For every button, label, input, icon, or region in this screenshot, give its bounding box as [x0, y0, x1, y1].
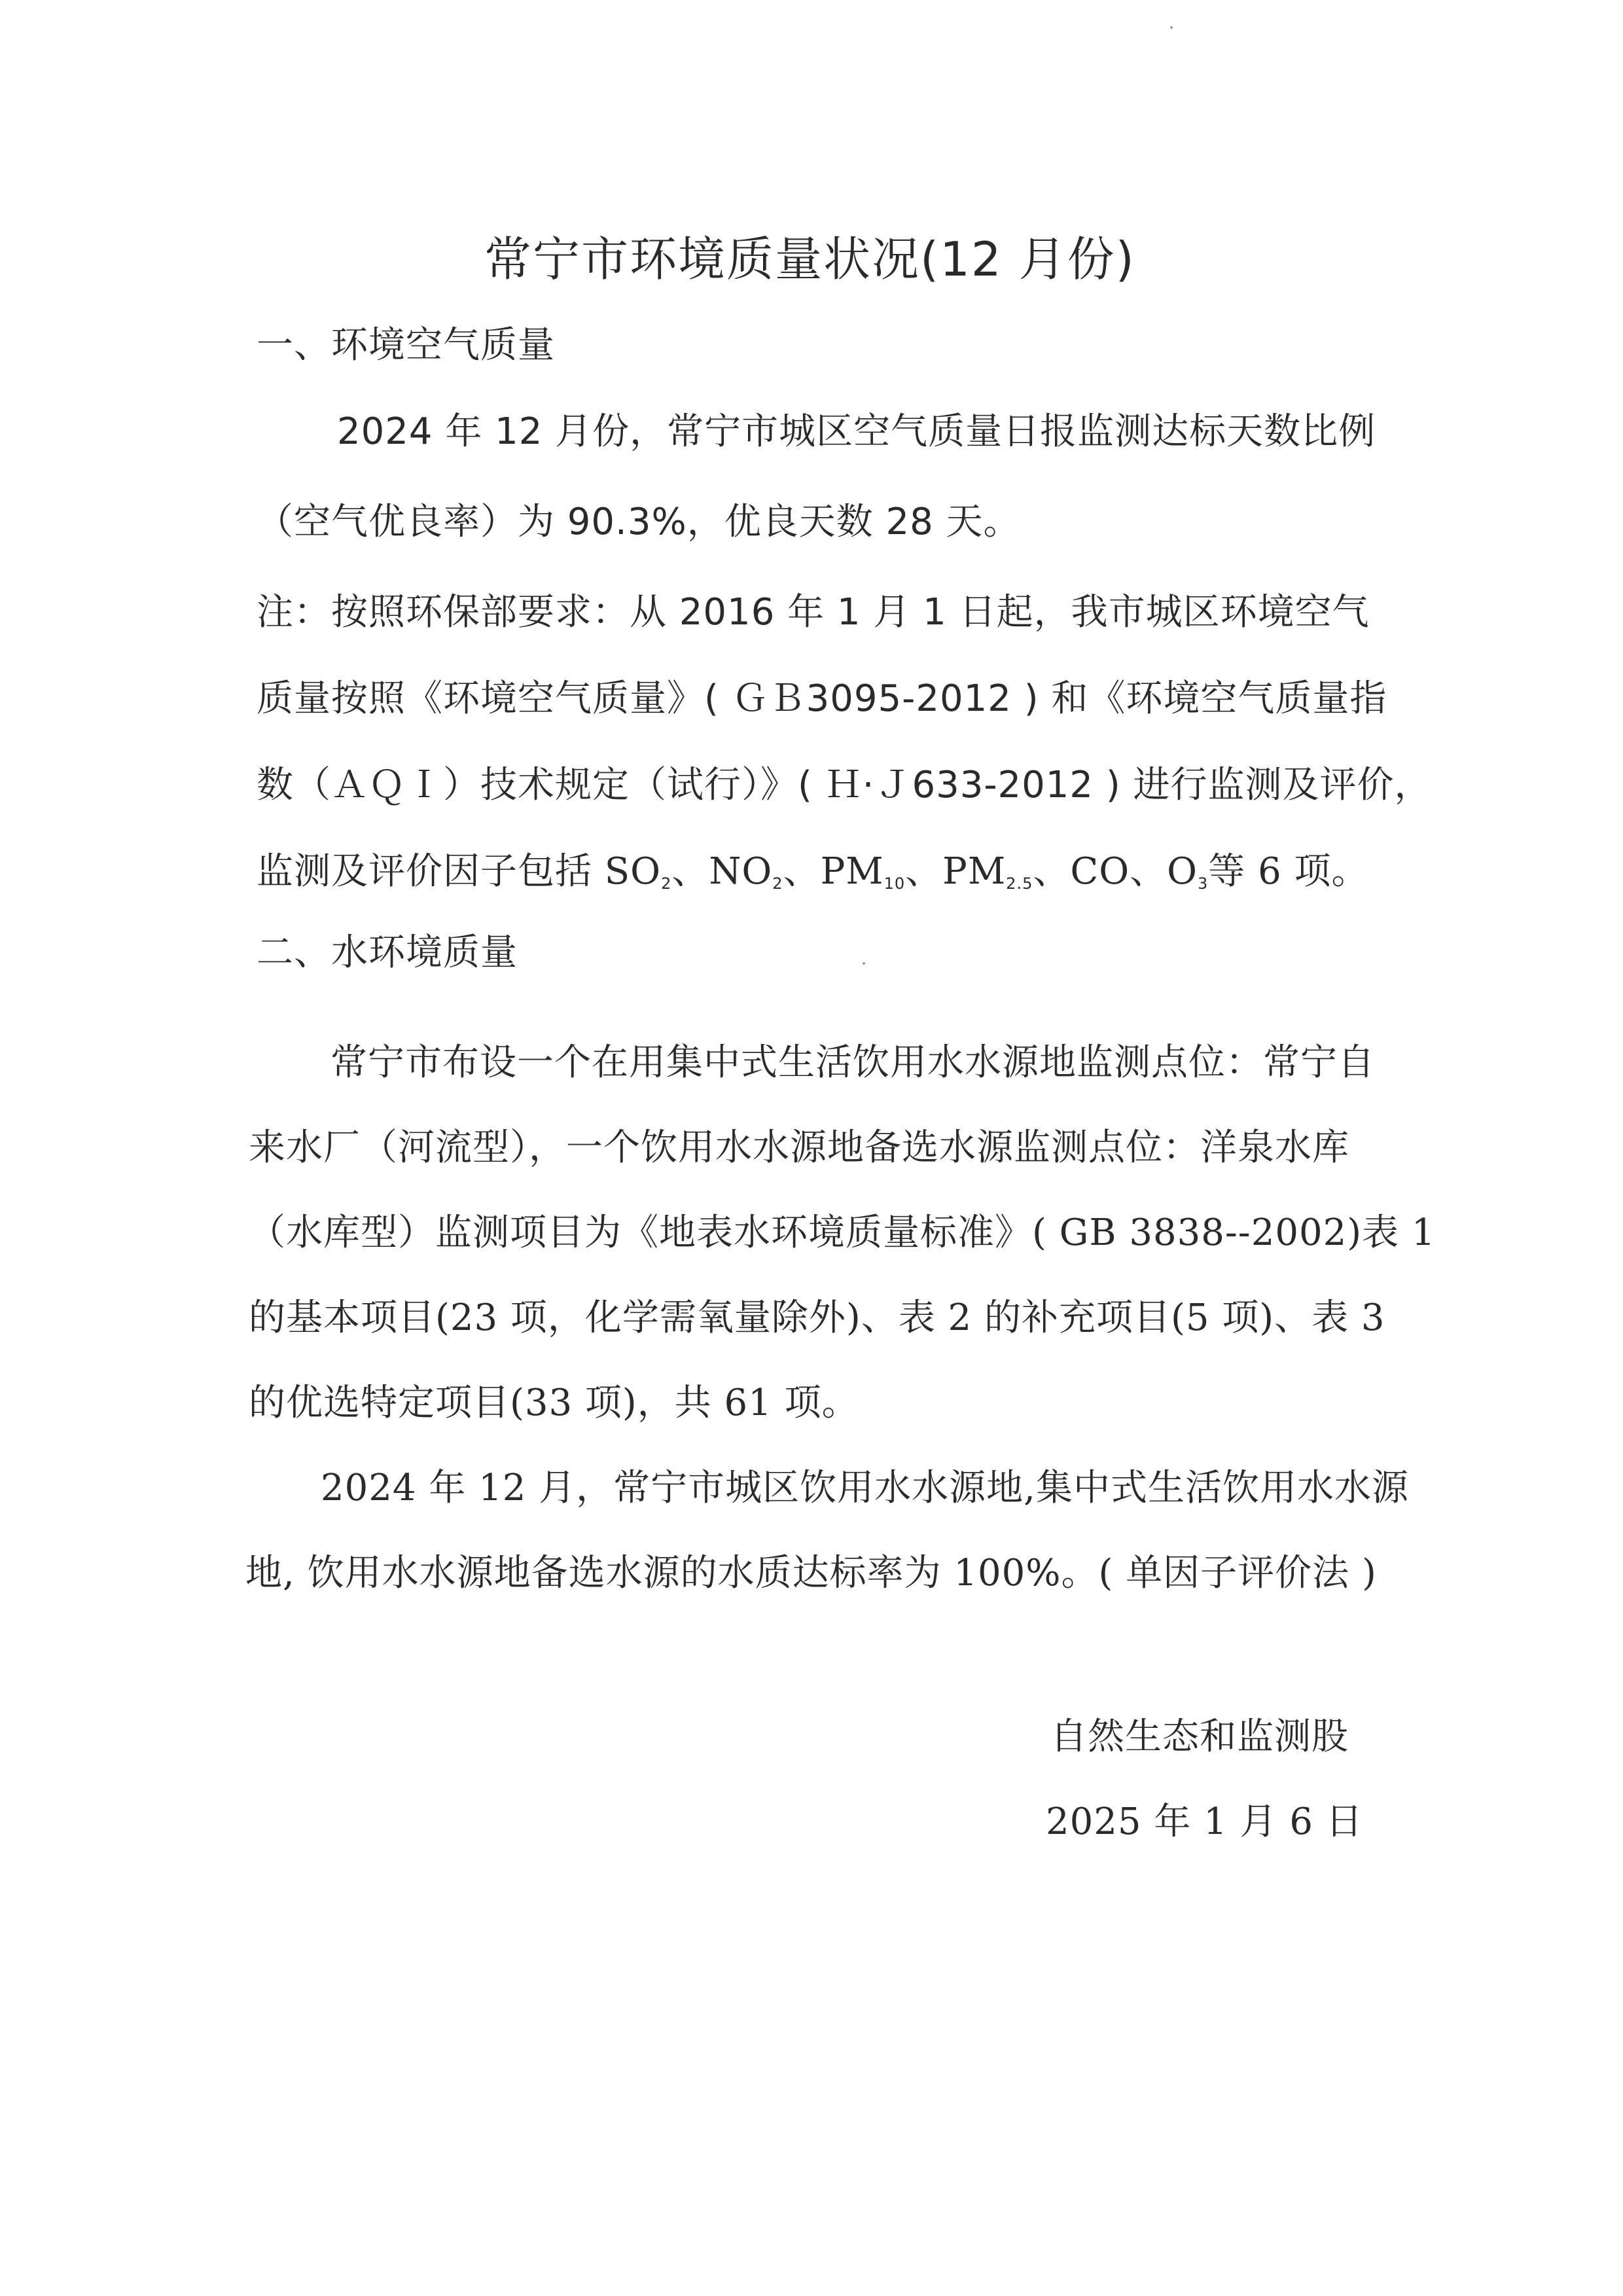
water-paragraph-line-4: 的基本项目(23 项，化学需氧量除外)、表 2 的补充项目(5 项)、表 3 [249, 1297, 1385, 1339]
note-line-3: 数（ＡＱＩ）技术规定（试行）》( Ｈ·Ｊ633-2012 ) 进行监测及评价， [257, 764, 1432, 806]
section-2-heading: 二、水环境质量 [257, 931, 518, 974]
note-line-2: 质量按照《环境空气质量》( ＧＢ3095-2012 ) 和《环境空气质量指 [257, 677, 1387, 720]
water-paragraph-line-5: 的优选特定项目(33 项)，共 61 项。 [249, 1382, 859, 1424]
scan-speck [863, 962, 865, 965]
page-title: 常宁市环境质量状况(12 月份) [484, 232, 1135, 287]
factors-suffix: 等 6 项。 [1208, 850, 1369, 893]
evaluation-factors-line [257, 850, 1369, 893]
water-quality-result-line-2: 地, 饮用水水源地备选水源的水质达标率为 100%。( 单因子评价法 ) [245, 1552, 1377, 1594]
water-paragraph-line-3: （水库型）监测项目为《地表水环境质量标准》( GB 3838--2002)表 1 [249, 1211, 1436, 1254]
factors-sep-2: 、PM [783, 850, 884, 893]
pm25-subscript: 2.5 [1006, 874, 1033, 893]
factors-sep-1: 、NO [671, 850, 773, 893]
factors-prefix: 监测及评价因子包括 SO [257, 850, 662, 893]
air-quality-paragraph-line-1: 2024 年 12 月份，常宁市城区空气质量日报监测达标天数比例 [337, 410, 1376, 453]
pm10-subscript: 10 [883, 874, 906, 893]
water-quality-result-line-1: 2024 年 12 月，常宁市城区饮用水水源地,集中式生活饮用水水源 [321, 1467, 1409, 1509]
so2-subscript: 2 [661, 874, 672, 893]
water-paragraph-line-1: 常宁市布设一个在用集中式生活饮用水水源地监测点位：常宁自 [330, 1041, 1375, 1084]
note-line-1: 注：按照环保部要求：从 2016 年 1 月 1 日起，我市城区环境空气 [257, 591, 1370, 634]
factors-sep-4: 、CO、O [1033, 850, 1198, 893]
water-paragraph-line-2: 来水厂（河流型），一个饮用水水源地备选水源监测点位：洋泉水库 [249, 1126, 1349, 1169]
factors-sep-3: 、PM [905, 850, 1007, 893]
signature-date: 2025 年 1 月 6 日 [1046, 1801, 1363, 1843]
no2-subscript: 2 [772, 874, 783, 893]
section-1-heading: 一、环境空气质量 [257, 324, 555, 367]
signature-department: 自然生态和监测股 [1050, 1715, 1349, 1758]
o3-subscript: 3 [1198, 874, 1209, 893]
scan-speck [1170, 26, 1173, 29]
air-quality-paragraph-line-2: （空气优良率）为 90.3%，优良天数 28 天。 [257, 501, 1021, 543]
